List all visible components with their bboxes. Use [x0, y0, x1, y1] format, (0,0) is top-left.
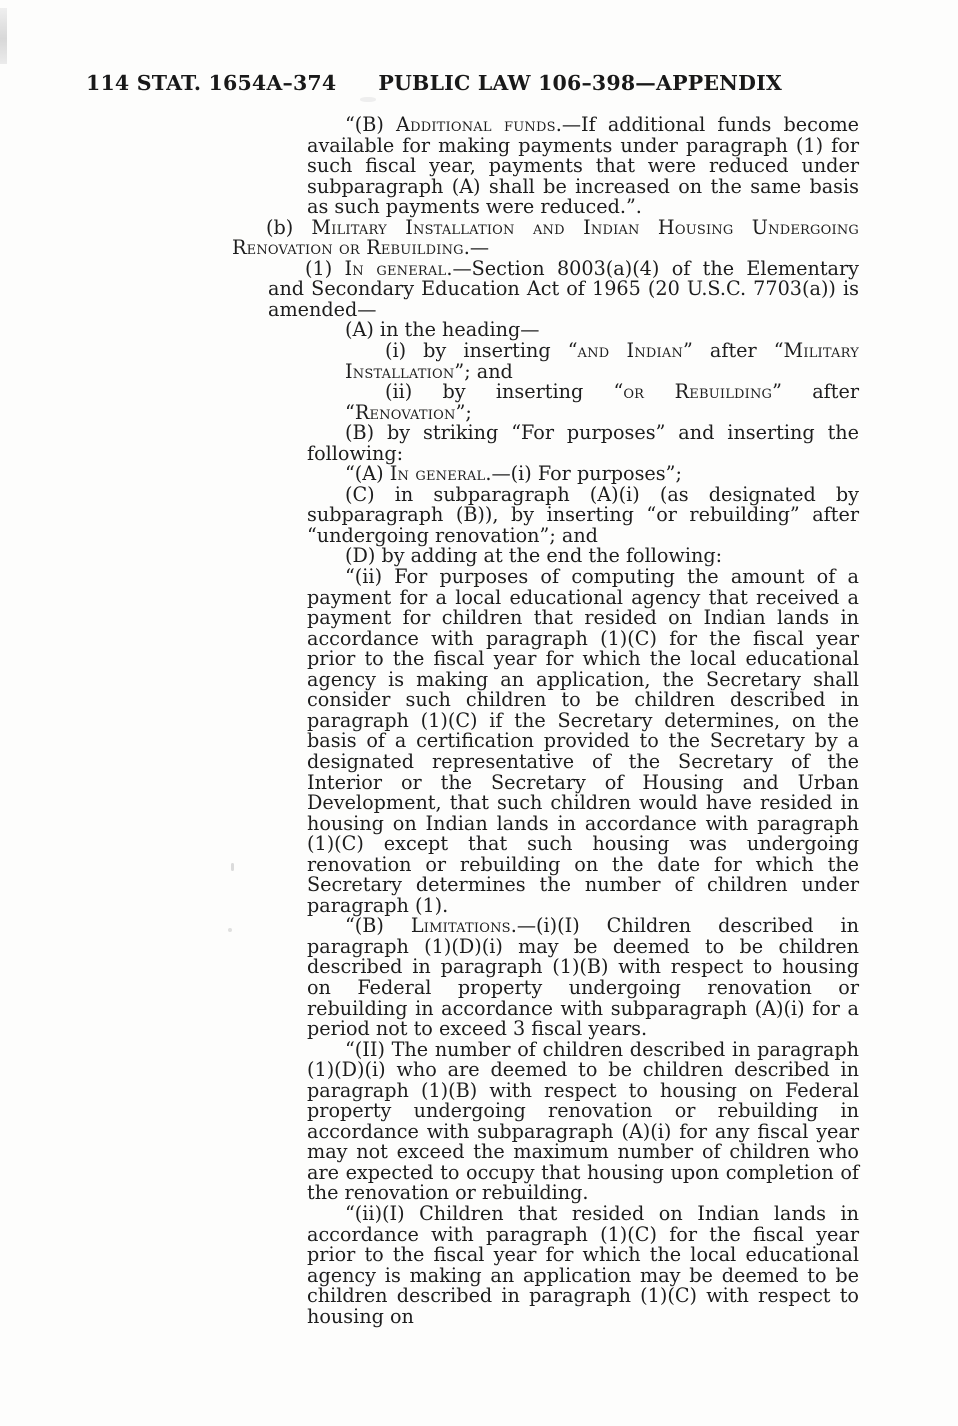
subsection-b-heading — [232, 215, 859, 260]
text-segment: ”; and — [454, 359, 513, 383]
law-title: PUBLIC LAW 106–398—APPENDIX — [378, 71, 782, 95]
text-segment: (b) — [266, 215, 312, 239]
text-segment: .—Section 8003(a)(4) of the Elementary and Secondary Education Act of 1965 (20 U.S.C. 7703(a)) is amended— — [268, 256, 859, 321]
text-segment: ” after “ — [683, 339, 784, 363]
subpara-b-striking — [307, 423, 859, 464]
text-segment: “(ii)(I) Children that resided on Indian lands in accordance with paragraph (1)(C) for the fiscal year prior to the fiscal year for which the local educational agency is making an application may be deemed to be children described in paragraph (1)(C) with respect to housing on — [307, 1201, 859, 1328]
quoted-subpara-b-additional-funds — [307, 115, 859, 218]
statute-text-block — [232, 115, 859, 1327]
quoted-clause-ii-computing-payment — [307, 567, 859, 916]
text-segment: Additional funds — [396, 113, 556, 136]
text-segment: ” after “ — [345, 380, 859, 424]
text-segment: (D) by adding at the end the following: — [345, 544, 723, 568]
text-segment: “(ii) For purposes of computing the amount of a payment for a local educational agency that received a payment for children that resided on Indian lands in accordance with paragraph (1)(C) for the fiscal year prior to the fiscal year for which the local educational agency is making an application, the Secretary shall consider such children to be children described in paragraph (1)(C) if the Secretary determines, on the basis of a certification provided to the Secretary by a designated representative of the Secretary of the Interior or the Secretary of Housing and Urban Development, that such children would have resided in housing on Indian lands in accordance with paragraph (1)(C) except that such housing was undergoing renovation or rebuilding on the date for which the Secretary determines the number of children under paragraph (1). — [307, 565, 859, 917]
text-segment: .— — [463, 236, 490, 260]
clause-ii-or-rebuilding — [345, 382, 859, 423]
scan-artifact-smudge — [360, 97, 376, 102]
text-segment: “(II) The number of children described in paragraph (1)(D)(i) who are deemed to be children described in paragraph (1)(B) with respect to housing on Federal property undergoing renovation or rebuilding in accordance with subparagraph (A)(i) for any fiscal year may not exceed the maximum number of children who are expected to occupy that housing upon completion of the renovation or rebuilding. — [307, 1037, 859, 1205]
quoted-a-in-general — [307, 464, 859, 485]
text-segment: .—(i)(I) Children described in paragraph (1)(D)(i) may be deemed to be children described in paragraph (1)(B) with respect to housing on Federal property undergoing renovation or rebuilding in accordance with subparagraph (A)(i) for a period not to exceed 3 fiscal years. — [307, 914, 859, 1041]
stat-page-number: 114 STAT. 1654A–374 — [86, 71, 337, 95]
clause-i-and-indian — [345, 341, 859, 382]
page-header — [86, 71, 782, 95]
text-segment: Renovation — [354, 400, 456, 424]
text-segment: or Rebuilding — [623, 380, 773, 404]
text-segment: In general — [389, 462, 486, 486]
subpara-a-in-the-heading — [307, 320, 859, 341]
quoted-subpara-b-limitations — [307, 916, 859, 1039]
quoted-subclause-ii-number-of-children — [307, 1037, 859, 1205]
text-segment: In general — [344, 256, 447, 280]
quoted-clause-ii-i-children-resided — [307, 1201, 859, 1328]
text-segment: (C) in subparagraph (A)(i) (as designated by subparagraph (B)), by inserting “or rebuilding” after “undergoing renovation”; and — [307, 482, 859, 547]
text-segment: .—If additional funds become available for making payments under paragraph (1) for such fiscal year, payments that were reduced under subparagraph (A) shall be increased on the same basis as such payments were reduced.”. — [307, 113, 859, 219]
subpara-c-or-rebuilding — [307, 482, 859, 547]
scan-artifact-edge-strip — [0, 8, 7, 64]
para-1-in-general — [268, 256, 859, 321]
subpara-d-adding — [307, 546, 859, 567]
text-segment: Limitations — [410, 914, 511, 938]
text-segment: “(A) — [345, 462, 390, 486]
text-segment: (1) — [305, 256, 345, 280]
text-segment: (ii) by inserting “ — [385, 380, 624, 404]
text-segment: (B) by striking “For purposes” and inserting the following: — [307, 421, 859, 465]
text-segment: Military Installation and Indian Housing Undergoing Renovation or Rebuilding — [232, 215, 859, 260]
text-segment: Military Installation — [345, 339, 859, 383]
text-segment: ”; — [455, 400, 472, 424]
text-segment: “(B) — [345, 914, 411, 938]
text-segment: (A) in the heading— — [345, 318, 540, 342]
text-segment: “(B) — [345, 113, 397, 136]
text-segment: (i) by inserting “ — [385, 339, 578, 363]
text-segment: .—(i) For purposes”; — [485, 462, 682, 486]
text-segment: and Indian — [577, 339, 684, 363]
